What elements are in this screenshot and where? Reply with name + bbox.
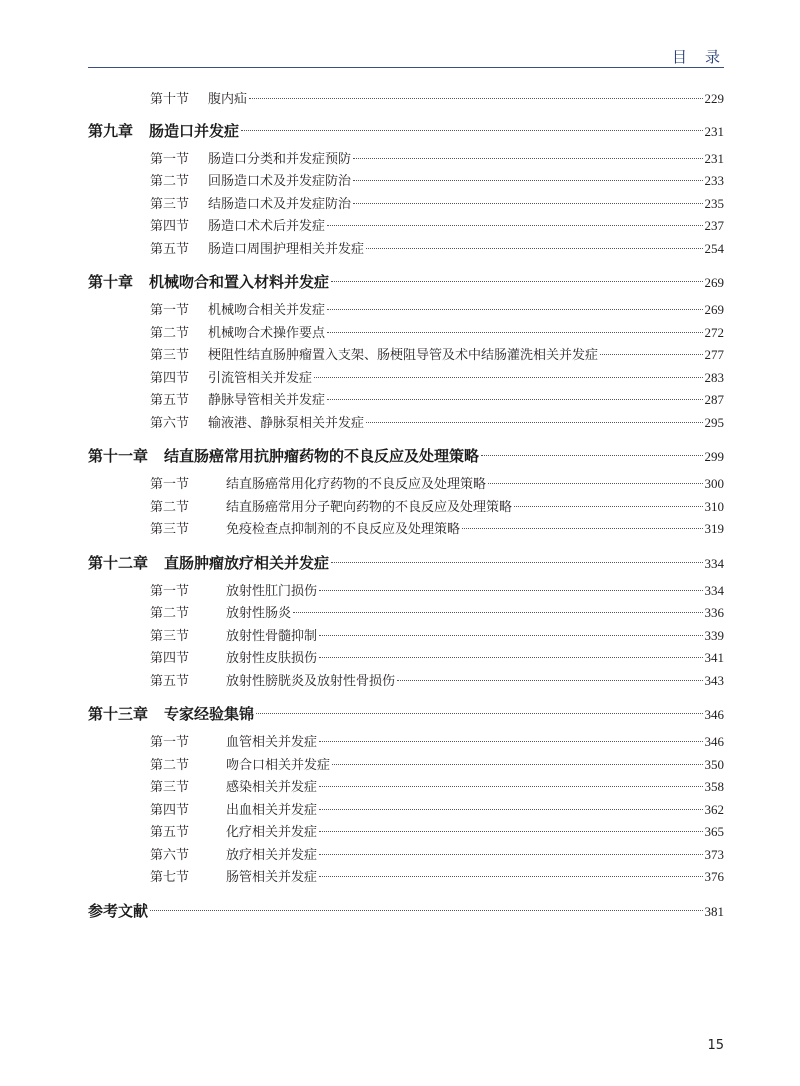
section-number: 第四节 xyxy=(150,219,190,234)
toc-chapter-entry[interactable] xyxy=(88,698,724,731)
entry-page-number: 362 xyxy=(704,801,724,817)
entry-page-number: 365 xyxy=(704,824,724,839)
entry-page-number: 269 xyxy=(704,302,724,317)
toc-section-entry[interactable] xyxy=(88,389,724,412)
section-number: 第三节 xyxy=(150,780,190,795)
page-number: 15 xyxy=(707,1038,724,1053)
toc-section-entry[interactable] xyxy=(88,518,724,541)
section-title: 感染相关并发症 xyxy=(226,780,318,795)
section-title: 放射性皮肤损伤 xyxy=(226,651,318,666)
entry-page-number: 295 xyxy=(704,414,724,430)
entry-page-number: 310 xyxy=(704,498,724,514)
dot-leader xyxy=(327,332,702,333)
chapter-number: 第十三章 xyxy=(88,705,149,723)
section-number: 第三节 xyxy=(150,196,190,212)
section-number: 第二节 xyxy=(150,499,190,515)
section-number: 第二节 xyxy=(150,606,190,621)
toc-section-entry[interactable] xyxy=(88,496,724,519)
entry-page-number: 231 xyxy=(704,123,724,139)
section-number: 第一节 xyxy=(150,583,190,599)
section-number: 第三节 xyxy=(150,628,190,644)
section-number: 第五节 xyxy=(150,673,190,689)
dot-leader xyxy=(319,786,702,787)
chapter-number: 第十章 xyxy=(88,273,134,291)
entry-page-number: 300 xyxy=(704,476,724,491)
section-number: 第一节 xyxy=(150,477,190,492)
dot-leader xyxy=(488,483,702,484)
chapter-title: 专家经验集锦 xyxy=(164,705,255,723)
dot-leader xyxy=(327,225,702,226)
entry-page-number: 339 xyxy=(704,627,724,643)
entry-page-number: 277 xyxy=(704,347,724,362)
section-title: 放射性骨髓抑制 xyxy=(226,628,318,644)
section-title: 梗阻性结直肠肿瘤置入支架、肠梗阻导管及术中结肠灌洗相关并发症 xyxy=(208,348,599,363)
dot-leader xyxy=(319,741,702,742)
toc-section-entry[interactable] xyxy=(88,238,724,261)
entry-page-number: 269 xyxy=(704,275,724,290)
dot-leader xyxy=(331,562,702,563)
dot-leader xyxy=(481,455,702,456)
section-title: 放疗相关并发症 xyxy=(226,847,318,863)
toc-section-entry[interactable] xyxy=(88,647,724,670)
section-number: 第三节 xyxy=(150,522,190,537)
toc-section-entry[interactable] xyxy=(88,215,724,238)
toc-chapter-entry[interactable] xyxy=(88,440,724,473)
dot-leader xyxy=(319,876,702,877)
entry-page-number: 272 xyxy=(704,324,724,340)
toc-section-entry[interactable] xyxy=(88,731,724,754)
toc-section-entry[interactable] xyxy=(88,866,724,889)
dot-leader xyxy=(397,680,702,681)
dot-leader xyxy=(319,590,702,591)
toc-chapter-entry[interactable] xyxy=(88,547,724,580)
chapter-number: 第十二章 xyxy=(88,553,149,572)
section-number: 第三节 xyxy=(150,348,190,363)
section-number: 第二节 xyxy=(150,757,190,773)
section-title: 放射性肠炎 xyxy=(226,606,292,621)
dot-leader xyxy=(327,309,702,310)
header-rule xyxy=(88,67,724,68)
dot-leader xyxy=(462,528,702,529)
toc-chapter-entry[interactable] xyxy=(88,266,724,299)
dot-leader xyxy=(319,635,702,636)
dot-leader xyxy=(241,130,702,131)
section-number: 第二节 xyxy=(150,325,190,341)
toc-section-entry[interactable] xyxy=(88,625,724,648)
section-title: 引流管相关并发症 xyxy=(208,370,313,386)
entry-page-number: 346 xyxy=(704,734,724,749)
section-title: 肠管相关并发症 xyxy=(226,870,318,885)
dot-leader xyxy=(353,158,702,159)
section-number: 第一节 xyxy=(150,735,190,750)
dot-leader xyxy=(319,657,702,658)
entry-page-number: 376 xyxy=(704,869,724,884)
chapter-title: 参考文献 xyxy=(88,901,149,920)
entry-page-number: 229 xyxy=(704,91,724,106)
section-title: 结肠造口术及并发症防治 xyxy=(208,196,352,212)
section-number: 第六节 xyxy=(150,415,190,431)
section-title: 结直肠癌常用分子靶向药物的不良反应及处理策略 xyxy=(226,499,513,515)
entry-page-number: 346 xyxy=(704,707,724,722)
entry-page-number: 231 xyxy=(704,150,724,166)
section-title: 回肠造口术及并发症防治 xyxy=(208,174,352,189)
toc-section-entry[interactable] xyxy=(88,412,724,435)
chapter-title: 肠造口并发症 xyxy=(149,121,240,140)
dot-leader xyxy=(319,831,702,832)
chapter-title: 结直肠癌常用抗肿瘤药物的不良反应及处理策略 xyxy=(164,447,480,465)
entry-page-number: 341 xyxy=(704,650,724,665)
toc-section-entry[interactable] xyxy=(88,776,724,799)
chapter-number: 第九章 xyxy=(88,121,134,140)
entry-page-number: 319 xyxy=(704,521,724,536)
entry-page-number: 373 xyxy=(704,846,724,862)
dot-leader xyxy=(353,180,702,181)
entry-page-number: 237 xyxy=(704,218,724,233)
entry-page-number: 254 xyxy=(704,240,724,256)
entry-page-number: 334 xyxy=(704,555,724,571)
dot-leader xyxy=(600,354,702,355)
section-number: 第七节 xyxy=(150,870,190,885)
dot-leader xyxy=(366,422,702,423)
toc-section-entry[interactable] xyxy=(88,602,724,625)
section-title: 放射性肛门损伤 xyxy=(226,583,318,599)
chapter-title: 机械吻合和置入材料并发症 xyxy=(149,273,330,291)
toc-section-entry[interactable] xyxy=(88,473,724,496)
section-title: 肠造口分类和并发症预防 xyxy=(208,151,352,167)
dot-leader xyxy=(366,248,702,249)
dot-leader xyxy=(249,98,702,99)
section-number: 第五节 xyxy=(150,241,190,257)
toc-section-entry[interactable] xyxy=(88,322,724,345)
section-title: 免疫检查点抑制剂的不良反应及处理策略 xyxy=(226,522,461,537)
dot-leader xyxy=(293,612,702,613)
section-number: 第五节 xyxy=(150,393,190,408)
toc-section-entry[interactable] xyxy=(88,670,724,693)
entry-page-number: 350 xyxy=(704,756,724,772)
dot-leader xyxy=(319,854,702,855)
section-title: 化疗相关并发症 xyxy=(226,825,318,840)
entry-page-number: 283 xyxy=(704,369,724,385)
section-title: 吻合口相关并发症 xyxy=(226,757,331,773)
section-number: 第四节 xyxy=(150,802,190,818)
entry-page-number: 235 xyxy=(704,195,724,211)
toc-section-entry[interactable] xyxy=(88,170,724,193)
section-title: 输液港、静脉泵相关并发症 xyxy=(208,415,365,431)
entry-page-number: 336 xyxy=(704,605,724,620)
chapter-title: 直肠肿瘤放疗相关并发症 xyxy=(164,553,330,572)
toc-section-entry[interactable] xyxy=(88,580,724,603)
section-number: 第一节 xyxy=(150,151,190,167)
dot-leader xyxy=(332,764,702,765)
section-title: 结直肠癌常用化疗药物的不良反应及处理策略 xyxy=(226,477,487,492)
toc-section-entry[interactable] xyxy=(88,299,724,322)
running-header-title: 目录 xyxy=(671,48,738,66)
toc-section-entry[interactable] xyxy=(88,193,724,216)
toc-section-entry[interactable] xyxy=(88,88,724,111)
dot-leader xyxy=(150,910,702,911)
section-title: 静脉导管相关并发症 xyxy=(208,393,326,408)
toc-section-entry[interactable] xyxy=(88,821,724,844)
chapter-number: 第十一章 xyxy=(88,447,149,465)
toc-section-entry[interactable] xyxy=(88,344,724,367)
dot-leader xyxy=(314,377,702,378)
toc-section-entry[interactable] xyxy=(88,754,724,777)
dot-leader xyxy=(256,713,702,714)
toc-chapter-entry[interactable] xyxy=(88,895,724,928)
dot-leader xyxy=(353,203,702,204)
section-number: 第五节 xyxy=(150,825,190,840)
section-number: 第四节 xyxy=(150,651,190,666)
entry-page-number: 343 xyxy=(704,672,724,688)
dot-leader xyxy=(327,399,702,400)
section-title: 出血相关并发症 xyxy=(226,802,318,818)
section-title: 机械吻合术操作要点 xyxy=(208,325,326,341)
section-title: 肠造口术术后并发症 xyxy=(208,219,326,234)
section-title: 机械吻合相关并发症 xyxy=(208,303,326,318)
entry-page-number: 287 xyxy=(704,392,724,407)
toc-section-entry[interactable] xyxy=(88,799,724,822)
entry-page-number: 299 xyxy=(704,449,724,464)
section-number: 第一节 xyxy=(150,303,190,318)
entry-page-number: 358 xyxy=(704,779,724,794)
dot-leader xyxy=(331,281,702,282)
section-number: 第四节 xyxy=(150,370,190,386)
section-number: 第十节 xyxy=(150,92,190,107)
toc-section-entry[interactable] xyxy=(88,844,724,867)
entry-page-number: 381 xyxy=(704,903,724,919)
toc-chapter-entry[interactable] xyxy=(88,115,724,148)
toc-section-entry[interactable] xyxy=(88,148,724,171)
dot-leader xyxy=(319,809,702,810)
section-title: 肠造口周围护理相关并发症 xyxy=(208,241,365,257)
table-of-contents xyxy=(88,88,724,928)
entry-page-number: 233 xyxy=(704,173,724,188)
section-title: 血管相关并发症 xyxy=(226,735,318,750)
section-title: 腹内疝 xyxy=(208,92,248,107)
section-number: 第六节 xyxy=(150,847,190,863)
entry-page-number: 334 xyxy=(704,582,724,598)
section-number: 第二节 xyxy=(150,174,190,189)
dot-leader xyxy=(514,506,702,507)
section-title: 放射性膀胱炎及放射性骨损伤 xyxy=(226,673,396,689)
toc-section-entry[interactable] xyxy=(88,367,724,390)
